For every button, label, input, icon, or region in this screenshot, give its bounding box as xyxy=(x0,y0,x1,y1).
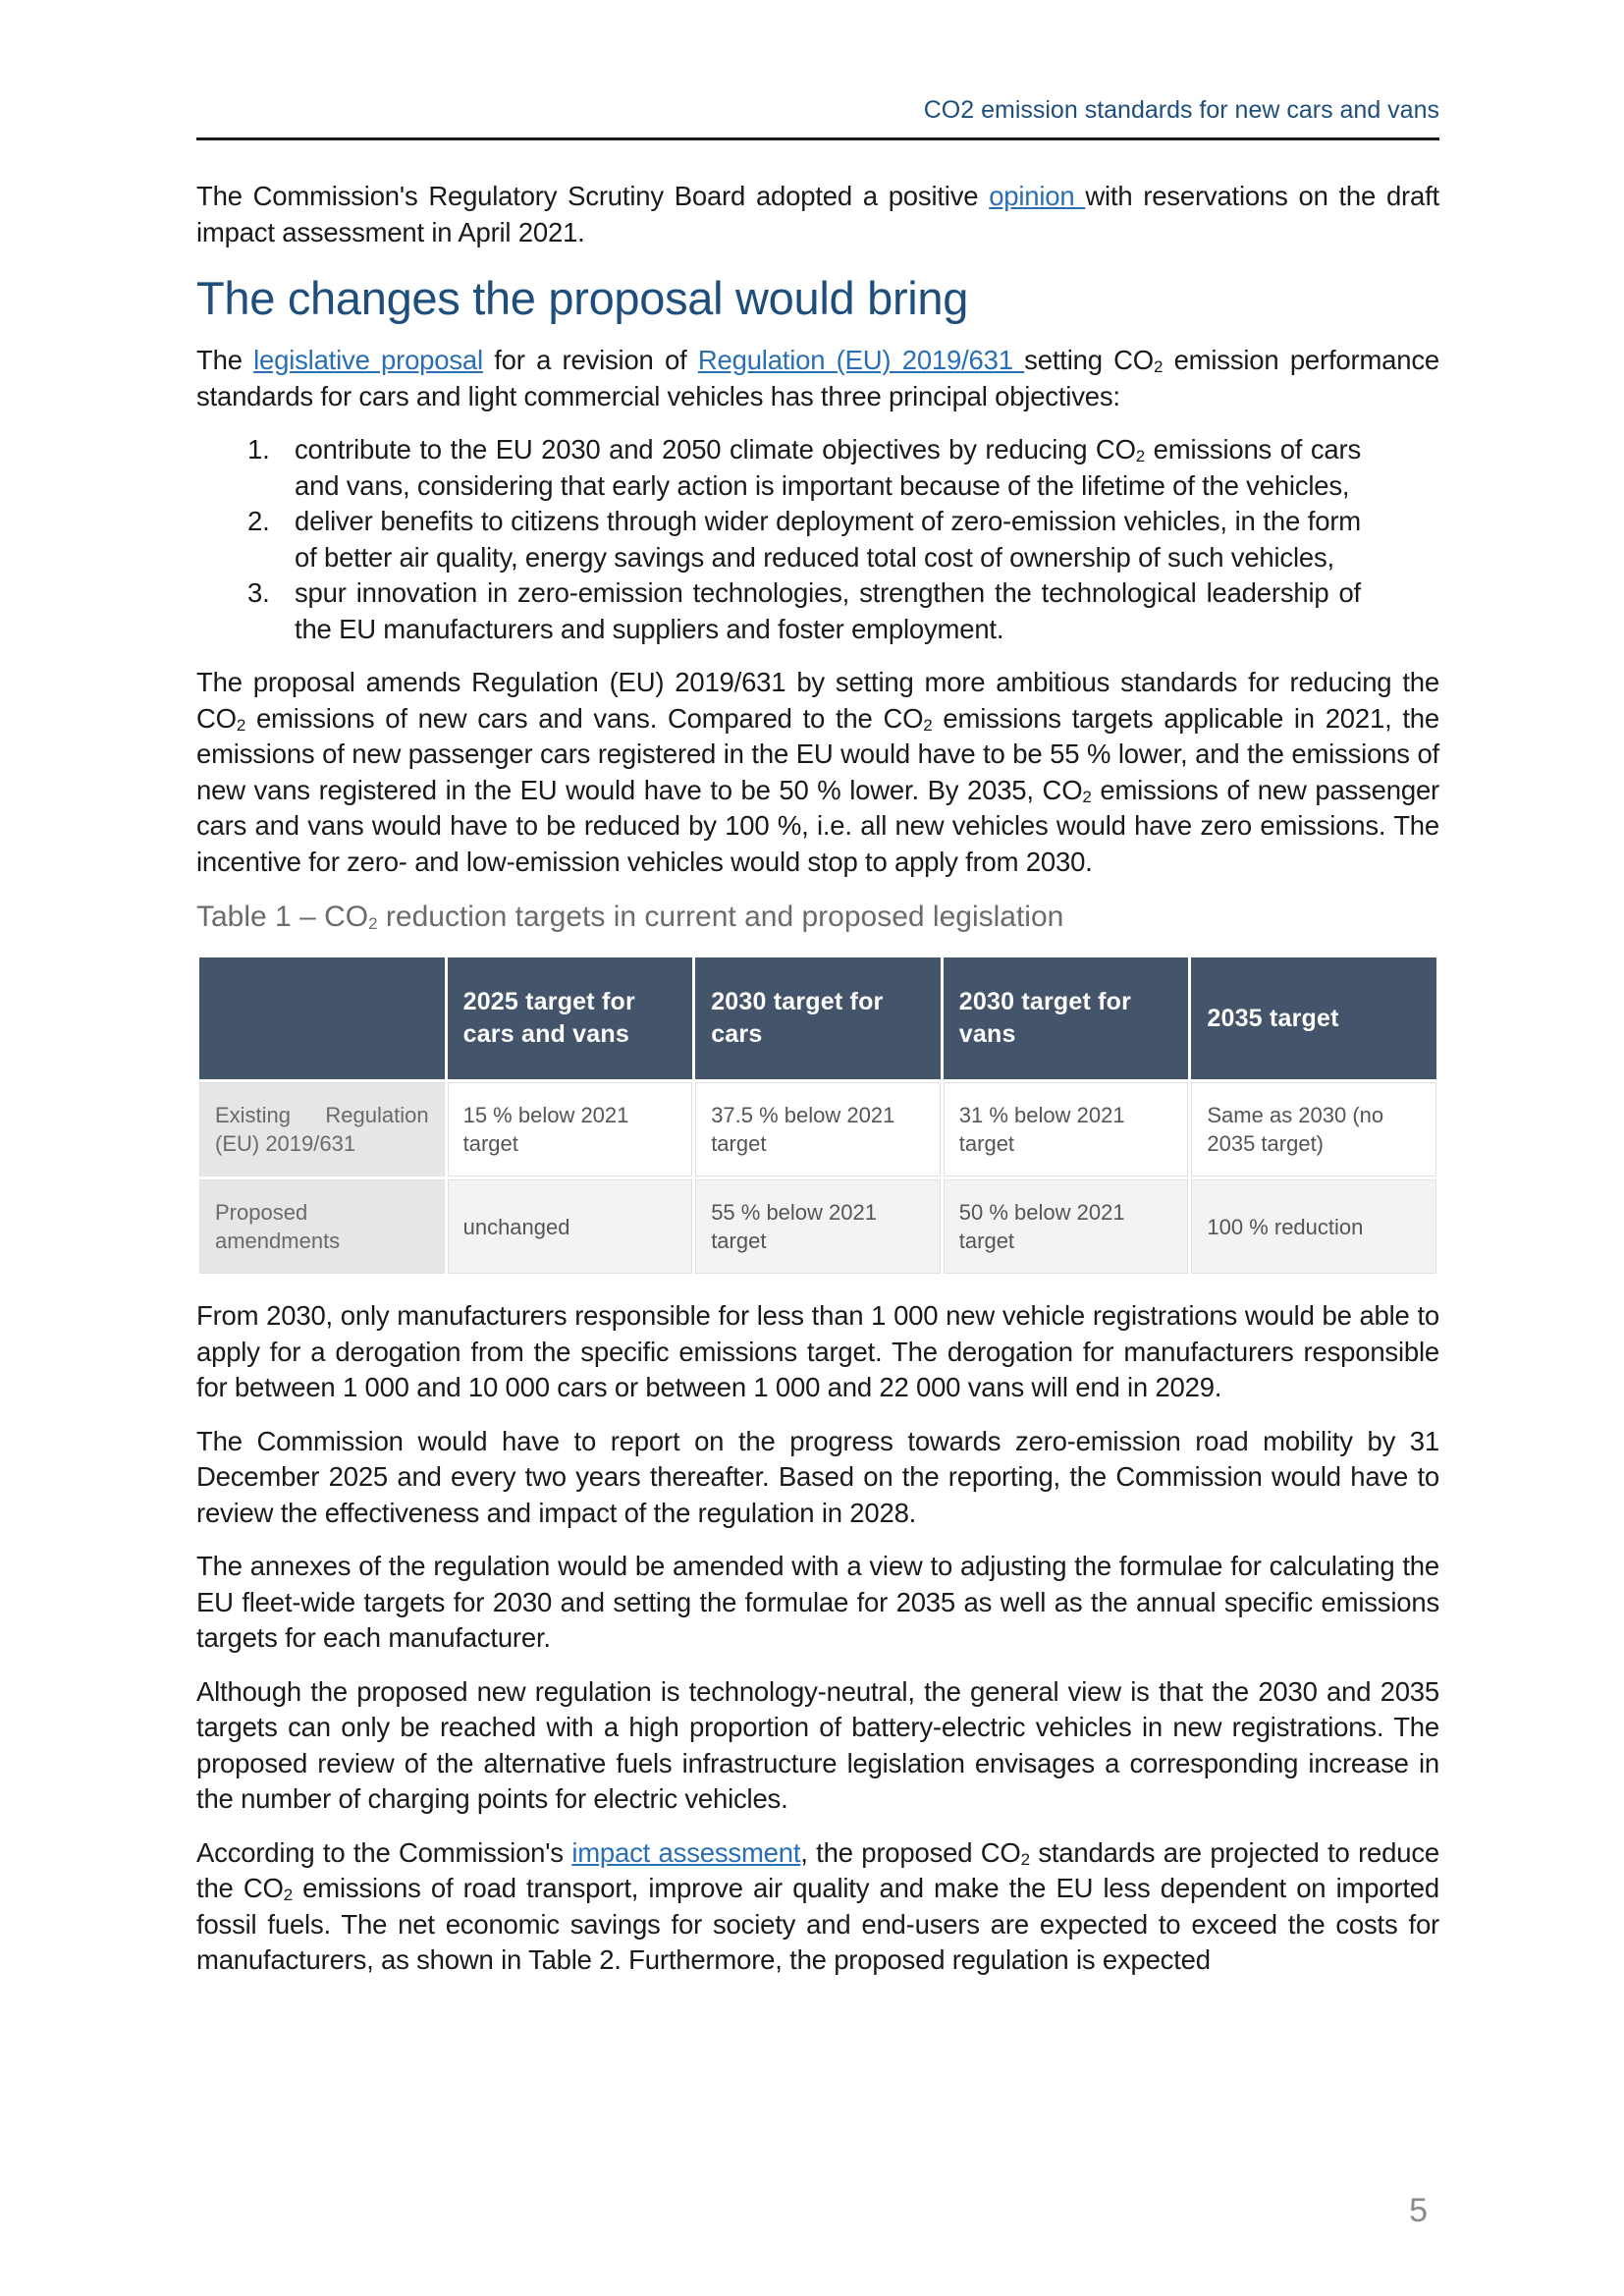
reporting-paragraph: The Commission would have to report on the progress towards zero-emission road mobility by 31 December 2025 and every two years thereafter. Based on the reporting, the Commission would have to review the effectiveness and impact of the regulation in 2028. xyxy=(196,1425,1439,1528)
document-body xyxy=(196,179,1439,1996)
objectives-list xyxy=(196,432,1439,647)
list-number: 3. xyxy=(247,577,270,608)
table-cell: 50 % below 2021 target xyxy=(944,1179,1189,1274)
running-header: CO2 emission standards for new cars and vans xyxy=(923,96,1439,124)
technology-paragraph: Although the proposed new regulation is technology-neutral, the general view is that the 2030 and 2035 targets can only be reached with a high proportion of battery-electric vehicles in new registrations. The proposed review of the alternative fuels infrastructure legislation envisages a corresponding increase in the number of charging points for electric vehicles. xyxy=(196,1675,1439,1814)
co2-targets-table xyxy=(196,955,1439,1277)
table-cell: 37.5 % below 2021 target xyxy=(695,1082,941,1176)
table-row-header: Existing Regulation (EU) 2019/631 xyxy=(199,1082,445,1176)
table-row xyxy=(199,1082,1436,1176)
table-header-cell xyxy=(199,957,445,1079)
regulation-link[interactable]: Regulation (EU) 2019/631 xyxy=(697,345,1025,375)
impact-assessment-link[interactable]: impact assessment xyxy=(571,1836,801,1868)
list-item: 2. deliver benefits to citizens through wider deployment of zero-emission vehicles, in the form of better air quality, energy savings and reduced total cost of ownership of such vehicles, xyxy=(247,506,1361,573)
table-header-cell: 2030 target for vans xyxy=(944,957,1189,1079)
table-cell: unchanged xyxy=(448,1179,693,1274)
list-item: 1. contribute to the EU 2030 and 2050 climate objectives by reducing $CO_2$ emissions of cars and vans, considering that early action is important because of the lifetime of the vehicles, xyxy=(247,434,1361,501)
opinion-link[interactable]: opinion xyxy=(989,181,1086,211)
table-header-cell: 2035 target xyxy=(1191,957,1436,1079)
table-caption: Table $1 - CO_2$ reduction targets in current and proposed legislation xyxy=(196,901,1064,933)
table-header-row xyxy=(199,957,1436,1079)
table-row-header: Proposed amendments xyxy=(199,1179,445,1274)
table-row xyxy=(199,1179,1436,1274)
list-number: 2. xyxy=(247,506,270,536)
legislative-proposal-link[interactable]: legislative proposal xyxy=(253,345,483,375)
section-heading: The changes the proposal would bring xyxy=(196,272,969,324)
header-rule xyxy=(196,137,1439,140)
derogation-paragraph: From 2030, only manufacturers responsible for less than 1 000 new vehicle registrations would be able to apply for a derogation from the specific emissions target. The derogation for manufacturers responsible for between 1 000 and 10 000 cars or between 1 000 and 22 000 vans will end in 2029. xyxy=(196,1300,1439,1402)
table-header-cell: 2025 target for cars and vans xyxy=(448,957,693,1079)
table-cell: 31 % below 2021 target xyxy=(944,1082,1189,1176)
objectives-intro-paragraph: The legislative proposal for a revision of Regulation (EU) 2019/631 setting $CO_2$ emission performance standards for cars and light commercial vehicles has three principal objectives: xyxy=(196,345,1440,411)
amendments-paragraph: The proposal amends Regulation (EU) 2019/631 by setting more ambitious standards for reducing the $CO_2$ emissions of new cars and vans. Compared to the $CO_2$ emissions targets applicable in 2021, the emissions of new passenger cars registered in the EU would have to be 55 % lower, and the emissions of new vans registered in the EU would have to be 50 % lower. By 2035, $CO_2$ emissions of new passenger cars and vans would have to be reduced by 100 %, i.e. all new vehicles would have zero emissions. The incentive for zero- and low-emission vehicles would stop to apply from 2030. xyxy=(196,667,1439,877)
impact-paragraph: According to the Commission's impact assessment, the proposed $CO_2$ standards are projected to reduce the $CO_2$ emissions of road transport, improve air quality and make the EU less dependent on imported fossil fuels. The net economic savings for society and end-users are expected to exceed the costs for manufacturers, as shown in Table 2. Furthermore, the proposed regulation is expected xyxy=(196,1836,1439,1975)
list-item: 3. spur innovation in zero-emission technologies, strengthen the technological leadership of the EU manufacturers and suppliers and foster employment. xyxy=(247,577,1361,644)
annexes-paragraph: The annexes of the regulation would be amended with a view to adjusting the formulae for calculating the EU fleet-wide targets for 2030 and setting the formulae for 2035 as well as the annual specific emissions targets for each manufacturer. xyxy=(196,1551,1439,1653)
table-cell: Same as 2030 (no 2035 target) xyxy=(1191,1082,1436,1176)
intro-paragraph: The Commission's Regulatory Scrutiny Board adopted a positive opinion with reservations on the draft impact assessment in April 2021. xyxy=(196,181,1439,247)
list-number: 1. xyxy=(247,434,270,465)
table-header-cell: 2030 target for cars xyxy=(695,957,941,1079)
table-cell: 55 % below 2021 target xyxy=(695,1179,941,1274)
page-number: 5 xyxy=(1409,2192,1428,2229)
table-cell: 15 % below 2021 target xyxy=(448,1082,693,1176)
table-cell: 100 % reduction xyxy=(1191,1179,1436,1274)
